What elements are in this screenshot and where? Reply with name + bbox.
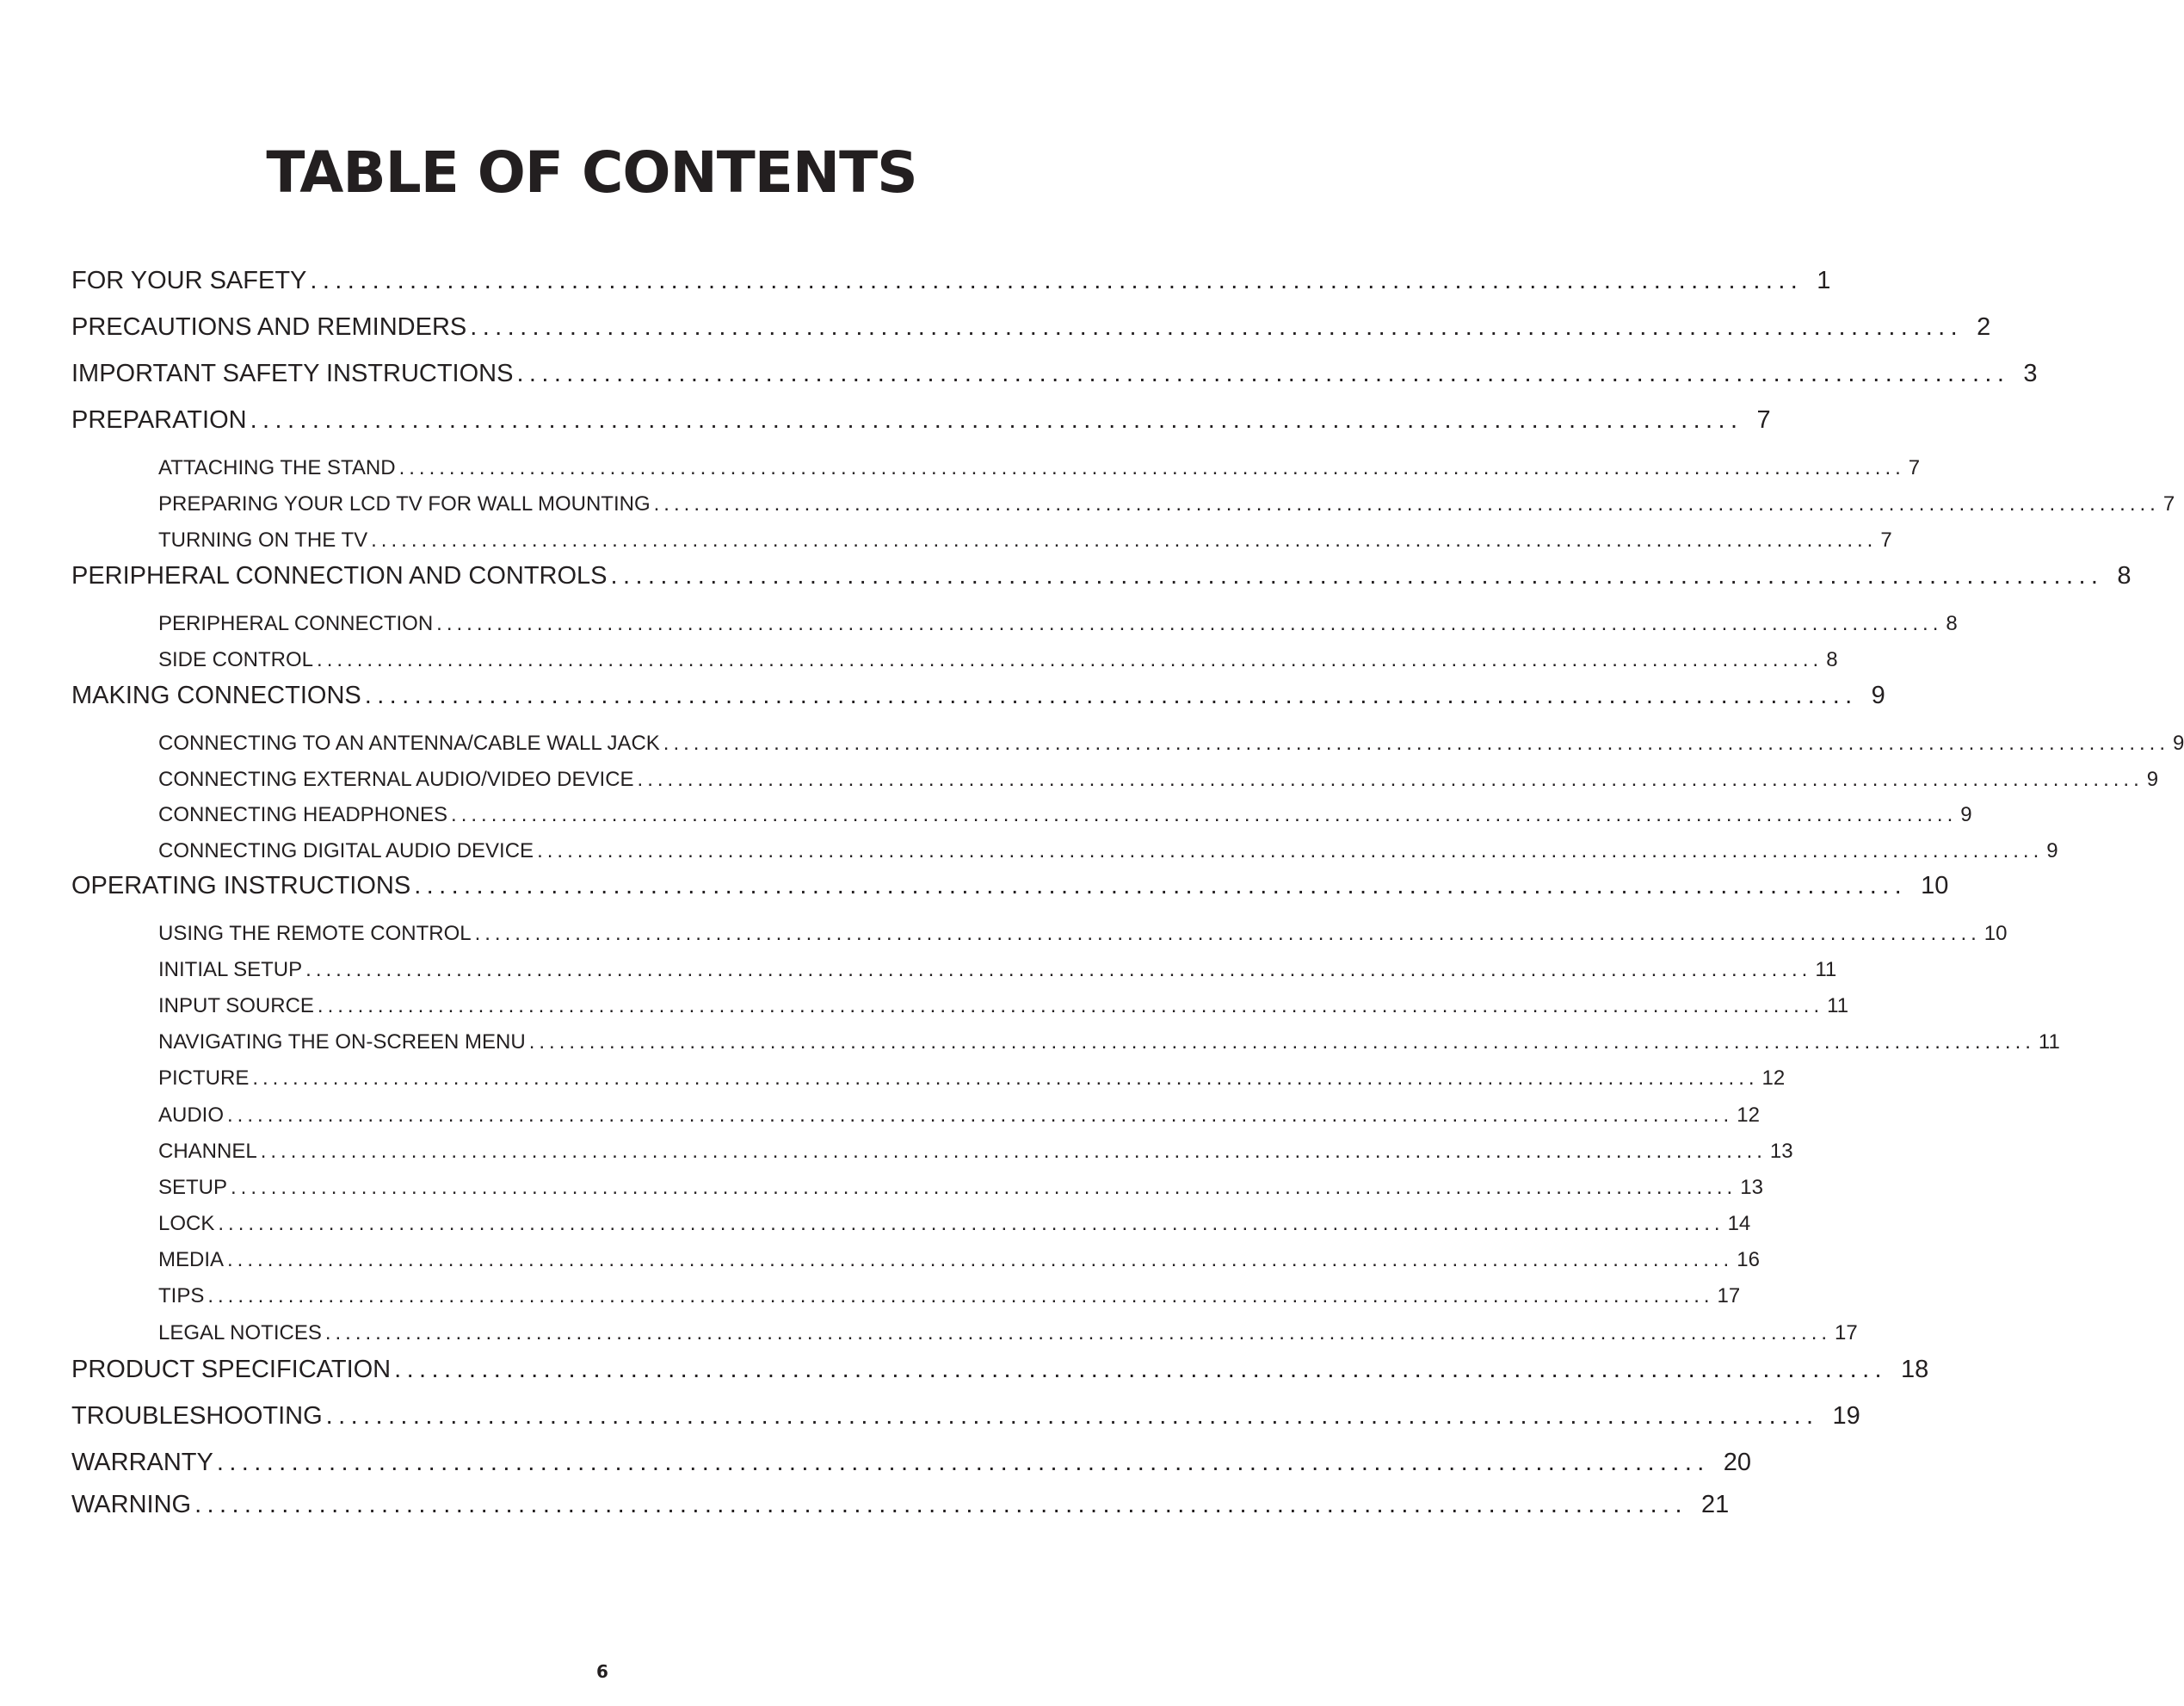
toc-dot-leader: ...................................................................................................................................................... xyxy=(227,1248,1734,1271)
toc-entry-title: LEGAL NOTICES xyxy=(158,1321,322,1344)
toc-entry-title: MEDIA xyxy=(158,1248,225,1271)
toc-subentry[interactable] xyxy=(158,1248,1760,1272)
toc-entry-title: PREPARING YOUR LCD TV FOR WALL MOUNTING xyxy=(158,492,651,516)
page-number: 6 xyxy=(596,1661,608,1682)
toc-entry-page: 11 xyxy=(1827,994,1849,1017)
toc-entry[interactable] xyxy=(71,1491,1730,1519)
toc-dot-leader: ...................................................................................................................................................... xyxy=(227,1103,1734,1127)
toc-dot-leader: ...................................................................................................................................................... xyxy=(637,768,2144,791)
toc-dot-leader: ...................................................................................................................................................... xyxy=(305,958,1812,981)
toc-entry-title: IMPORTANT SAFETY INSTRUCTIONS xyxy=(71,360,514,387)
toc-entry-page: 8 xyxy=(1946,612,1958,635)
toc-dot-leader: ...................................................................................................................................................... xyxy=(528,1030,2035,1054)
toc-dot-leader: ........................................................................................................................ xyxy=(364,682,1858,709)
toc-entry-title: NAVIGATING THE ON-SCREEN MENU xyxy=(158,1030,526,1054)
toc-dot-leader: ...................................................................................................................................................... xyxy=(474,922,1981,945)
toc-dot-leader: ........................................................................................................................ xyxy=(194,1491,1687,1518)
toc-entry-title: USING THE REMOTE CONTROL xyxy=(158,922,472,945)
toc-entry-title: SETUP xyxy=(158,1176,228,1199)
toc-dot-leader: ........................................................................................................................ xyxy=(325,1402,1819,1430)
toc-subentry[interactable] xyxy=(158,1176,1763,1200)
toc-dot-leader: ...................................................................................................................................................... xyxy=(537,839,2044,862)
toc-entry-page: 16 xyxy=(1737,1248,1760,1271)
toc-subentry[interactable] xyxy=(158,612,1958,636)
toc-entry-page: 10 xyxy=(1921,872,1949,899)
toc-entry-page: 7 xyxy=(1880,528,1892,552)
toc-entry-title: PERIPHERAL CONNECTION xyxy=(158,612,434,635)
toc-entry[interactable] xyxy=(71,682,1885,710)
toc-entry-page: 9 xyxy=(1960,803,1972,826)
toc-dot-leader: ...................................................................................................................................................... xyxy=(398,456,1905,479)
toc-entry-page: 17 xyxy=(1717,1284,1741,1307)
toc-entry-title: PRECAUTIONS AND REMINDERS xyxy=(71,313,467,341)
toc-subentry[interactable] xyxy=(158,1066,1786,1091)
toc-entry-page: 13 xyxy=(1769,1140,1793,1163)
page-title: TABLE OF CONTENTS xyxy=(266,139,917,206)
toc-subentry[interactable] xyxy=(158,732,2184,756)
toc-entry-page: 13 xyxy=(1740,1176,1763,1199)
toc-subentry[interactable] xyxy=(158,492,2175,516)
toc-entry-title: TROUBLESHOOTING xyxy=(71,1402,323,1430)
toc-dot-leader: ........................................................................................................................ xyxy=(310,267,1804,294)
toc-dot-leader: ...................................................................................................................................................... xyxy=(207,1284,1714,1307)
toc-entry-title: CONNECTING TO AN ANTENNA/CABLE WALL JACK xyxy=(158,732,660,755)
toc-entry-page: 12 xyxy=(1761,1066,1786,1090)
toc-entry-page: 7 xyxy=(1908,456,1921,479)
toc-entry-title: CONNECTING HEADPHONES xyxy=(158,803,448,826)
toc-dot-leader: ...................................................................................................................................................... xyxy=(653,492,2160,516)
toc-entry-page: 14 xyxy=(1727,1212,1751,1235)
toc-subentry[interactable] xyxy=(158,648,1838,672)
toc-subentry[interactable] xyxy=(158,839,2058,863)
toc-dot-leader: ...................................................................................................................................................... xyxy=(317,648,1823,671)
toc-dot-leader: ...................................................................................................................................................... xyxy=(451,803,1958,826)
toc-entry-page: 10 xyxy=(1983,922,2008,945)
toc-entry-page: 17 xyxy=(1835,1321,1858,1344)
toc-entry-page: 9 xyxy=(2046,839,2058,862)
toc-entry-page: 7 xyxy=(2162,492,2175,516)
toc-entry[interactable] xyxy=(71,1402,1860,1431)
toc-entry-page: 9 xyxy=(1871,682,1885,709)
toc-entry-page: 12 xyxy=(1737,1103,1760,1127)
toc-entry-page: 9 xyxy=(2173,732,2184,755)
toc-subentry[interactable] xyxy=(158,958,1837,982)
toc-entry[interactable] xyxy=(71,360,2038,388)
toc-entry-title: TURNING ON THE TV xyxy=(158,528,368,552)
toc-subentry[interactable] xyxy=(158,1321,1858,1345)
toc-subentry[interactable] xyxy=(158,1030,2060,1054)
toc-dot-leader: ...................................................................................................................................................... xyxy=(218,1212,1724,1235)
toc-subentry[interactable] xyxy=(158,768,2159,792)
toc-dot-leader: ...................................................................................................................................................... xyxy=(260,1140,1767,1163)
toc-entry-title: INITIAL SETUP xyxy=(158,958,303,981)
toc-subentry[interactable] xyxy=(158,994,1849,1018)
toc-dot-leader: ...................................................................................................................................................... xyxy=(436,612,1943,635)
toc-entry-title: CONNECTING EXTERNAL AUDIO/VIDEO DEVICE xyxy=(158,768,634,791)
toc-entry[interactable] xyxy=(71,872,1949,900)
toc-subentry[interactable] xyxy=(158,528,1892,553)
toc-entry-page: 21 xyxy=(1700,1491,1730,1518)
toc-subentry[interactable] xyxy=(158,803,1972,827)
toc-entry-title: PERIPHERAL CONNECTION AND CONTROLS xyxy=(71,562,608,590)
toc-entry-page: 11 xyxy=(1815,958,1837,981)
toc-entry[interactable] xyxy=(71,562,2132,590)
toc-dot-leader: ........................................................................................................................ xyxy=(414,872,1908,899)
toc-entry-title: WARNING xyxy=(71,1491,192,1518)
toc-entry[interactable] xyxy=(71,267,1831,295)
toc-dot-leader: ........................................................................................................................ xyxy=(394,1356,1887,1383)
toc-dot-leader: ...................................................................................................................................................... xyxy=(317,994,1824,1017)
toc-dot-leader: ........................................................................................................................ xyxy=(516,360,2010,387)
toc-dot-leader: ........................................................................................................................ xyxy=(610,562,2104,590)
toc-dot-leader: ........................................................................................................................ xyxy=(470,313,1964,341)
toc-entry-page: 2 xyxy=(1977,313,1991,341)
toc-dot-leader: ...................................................................................................................................................... xyxy=(231,1176,1737,1199)
toc-entry-title: TIPS xyxy=(158,1284,205,1307)
toc-subentry[interactable] xyxy=(158,922,2008,946)
toc-entry-title: PICTURE xyxy=(158,1066,250,1090)
toc-entry-title: INPUT SOURCE xyxy=(158,994,314,1017)
toc-dot-leader: ...................................................................................................................................................... xyxy=(663,732,2169,755)
toc-subentry[interactable] xyxy=(158,1140,1793,1164)
toc-entry-title: CONNECTING DIGITAL AUDIO DEVICE xyxy=(158,839,534,862)
toc-entry-page: 1 xyxy=(1817,267,1831,294)
toc-dot-leader: ...................................................................................................................................................... xyxy=(252,1066,1759,1090)
toc-entry-title: AUDIO xyxy=(158,1103,225,1127)
toc-subentry[interactable] xyxy=(158,1212,1751,1236)
toc-entry-title: FOR YOUR SAFETY xyxy=(71,267,307,294)
toc-entry-page: 8 xyxy=(1826,648,1838,671)
toc-entry-title: OPERATING INSTRUCTIONS xyxy=(71,872,411,899)
toc-entry-title: WARRANTY xyxy=(71,1449,213,1476)
toc-entry[interactable] xyxy=(71,1449,1751,1477)
toc-entry[interactable] xyxy=(71,406,1771,435)
toc-entry-title: PREPARATION xyxy=(71,406,247,434)
toc-subentry[interactable] xyxy=(158,1103,1760,1128)
toc-entry-page: 8 xyxy=(2117,562,2132,590)
toc-subentry[interactable] xyxy=(158,456,1921,480)
toc-entry-title: LOCK xyxy=(158,1212,215,1235)
toc-entry-page: 20 xyxy=(1723,1449,1751,1476)
toc-dot-leader: ...................................................................................................................................................... xyxy=(324,1321,1832,1344)
toc-subentry[interactable] xyxy=(158,1284,1741,1308)
toc-entry-title: MAKING CONNECTIONS xyxy=(71,682,361,709)
toc-entry-title: PRODUCT SPECIFICATION xyxy=(71,1356,392,1383)
toc-entry-title: SIDE CONTROL xyxy=(158,648,314,671)
toc-dot-leader: ...................................................................................................................................................... xyxy=(371,528,1878,552)
toc-entry-page: 9 xyxy=(2146,768,2159,791)
toc-dot-leader: ........................................................................................................................ xyxy=(216,1449,1710,1476)
toc-entry-page: 19 xyxy=(1832,1402,1860,1430)
toc-entry-page: 7 xyxy=(1756,406,1771,434)
toc-entry-page: 11 xyxy=(2038,1030,2060,1054)
toc-entry[interactable] xyxy=(71,313,1991,342)
toc-dot-leader: ........................................................................................................................ xyxy=(250,406,1743,434)
toc-entry-page: 3 xyxy=(2023,360,2038,387)
toc-entry-title: ATTACHING THE STAND xyxy=(158,456,396,479)
toc-entry[interactable] xyxy=(71,1356,1929,1384)
toc-entry-title: CHANNEL xyxy=(158,1140,257,1163)
toc-entry-page: 18 xyxy=(1900,1356,1929,1383)
